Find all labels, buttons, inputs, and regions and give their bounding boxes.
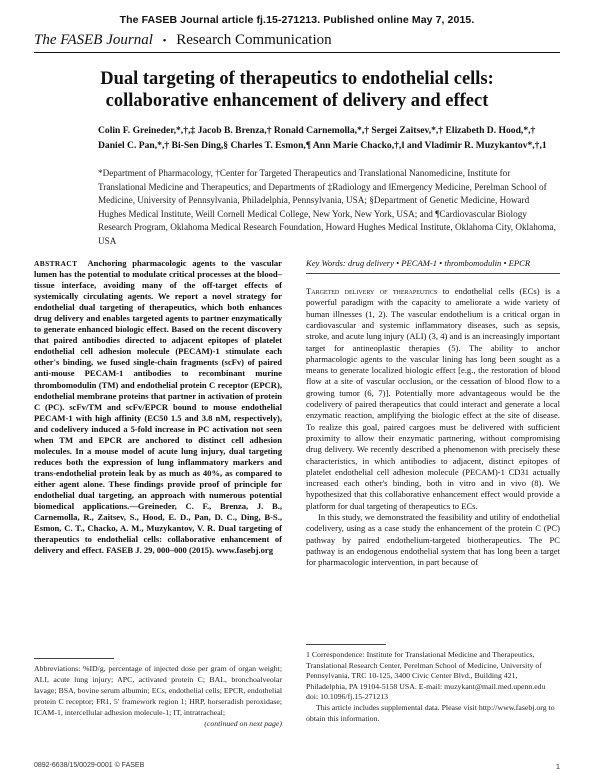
issn-footer: 0892-6638/15/0029-0001 © FASEB: [34, 762, 145, 769]
abstract-label: ABSTRACT: [34, 259, 78, 268]
body-paragraph-1: [306, 286, 560, 512]
journal-header: [34, 32, 332, 49]
keywords-text: drug delivery • PECAM-1 • thrombomodulin • EPCR: [347, 258, 531, 268]
abbreviations-footnote: [34, 664, 282, 729]
body-paragraph-1-text: to endothelial cells (ECs) is a powerful paradigm with the capacity to ameliorate a wide variety of human illnesses (1, 2). The vascular endothelium is a critical organ in cardiovascular and systemic inflammatory diseases, such as sepsis, stroke, and acute lung injury (ALI) (3, 4) and is an increasingly important target for antineoplastic therapies (5). The ability to anchor pharmacologic agents to the vascular lining has long been sought as a means to generate localized biologic effect [e.g., the restoration of blood flow at a site of vascular occlusion, or the cessation of blood flow to a growing tumor (6, 7)]. Potentially more advantageous would be the codelivery of paired therapeutics that could interact and generate a local enzymatic reaction, amplifying the biologic effect at the site of disease. To realize this goal, paired cargoes must be delivered with sufficient proximity to allow their enzymatic partnering, without compromising drug delivery. We recently described a phenomenon with precisely these characteristics, in which antibodies to adjacent, distinct epitopes of platelet endothelial cell adhesion molecule (PECAM)-1 CD31 actually increased each other's binding, both in vitro and in vivo (8). We hypothesized that this collaborative enhancement effect would provide a platform for dual targeting of therapeutics to ECs.: [306, 286, 560, 511]
body-column: [306, 258, 560, 569]
supplement-note[interactable]: This article includes supplemental data. Please visit http://www.fasebj.org to obtain this information.: [306, 702, 555, 723]
title-line-2: collaborative enhancement of delivery and effect: [105, 91, 489, 111]
correspondence-footnote: [306, 650, 560, 724]
header-separator: •: [162, 35, 167, 47]
journal-name: The FASEB Journal: [34, 32, 153, 48]
author-list: Colin F. Greineder,*,†,‡ Jacob B. Brenza,† Ronald Carnemolla,*,† Sergei Zaitsev,*,† Elizabeth D. Hood,*,† Daniel C. Pan,*,† Bi-Sen Ding,§ Charles T. Esmon,¶ Ann Marie Chacko,†,‖ and Vladimir R. Muzykantov*,†,1: [98, 125, 547, 151]
header-rule: [34, 52, 560, 53]
abstract: [34, 258, 282, 556]
keywords-label: Key Words:: [306, 258, 346, 268]
article-section: Research Communication: [176, 32, 332, 48]
keywords: [306, 258, 560, 269]
doi-text: doi: 10.1096/fj.15-271213: [306, 692, 389, 702]
article-title: [34, 68, 560, 112]
footnote-rule-right: [306, 644, 386, 645]
affiliations: *Department of Pharmacology, †Center for Targeted Therapeutics and Translational Nanomedicine, Institute for Translational Medicine and Therapeutics, and Departments of ‡Radiology and ‖Emergency Medicine, Perelman School of Medicine, University of Pennsylvania, Philadelphia, Pennsylvania, USA; §Department of Genetic Medicine, Howard Hughes Medical Institute, Weill Cornell Medical College, New York, New York, USA; and ¶Cardiovascular Biology Research Program, Oklahoma Medical Research Foundation, Howard Hughes Medical Institute, Oklahoma City, Oklahoma, USA: [98, 168, 556, 246]
keywords-rule: [306, 273, 560, 274]
abstract-text: Anchoring pharmacologic agents to the vascular lumen has the potential to modulate critical processes at the blood–tissue interface, avoiding many of the off-target effects of systemically circulating agents. We report a novel strategy for endothelial dual targeting of therapeutics, which both enhances drug delivery and enables targeted agents to partner enzymatically to generate enhanced biologic effect. Based on the recent discovery that paired antibodies directed to adjacent epitopes of platelet endothelial cell adhesion molecule (PECAM)-1 stimulate each other's binding, we fused single-chain fragments (scFv) of paired anti-mouse PECAM-1 antibodies to recombinant murine thrombomodulin (TM) and endothelial protein C receptor (EPCR), endothelial membrane proteins that partner in activation of protein C (PC). scFv/TM and scFv/EPCR bound to mouse endothelial PECAM-1 with high affinity (EC50 1.5 and 3.8 nM, respectively), and codelivery induced a 5-fold increase in PC activation not seen when TM and EPCR are anchored to distinct cell adhesion molecules. In a mouse model of acute lung injury, dual targeting reduces both the expression of lung inflammatory markers and trans-endothelial protein leak by as much as 40%, as compared to either agent alone. These findings provide proof of principle for endothelial dual targeting, an approach with numerous potential biomedical applications.—Greineder, C. F., Brenza, J. B., Carnemolla, R., Zaitsev, S., Hood, E. D., Pan, D. C., Ding, B-S., Esmon, C. T., Chacko, A. M., Muzykantov, V. R. Dual targeting of therapeutics to endothelial cells: collaborative enhancement of delivery and effect. FASEB J. 29, 000–000 (2015). www.fasebj.org: [34, 258, 282, 556]
title-line-1: Dual targeting of therapeutics to endothelial cells:: [100, 69, 494, 89]
footnote-rule-left: [34, 658, 114, 659]
continued-note: (continued on next page): [204, 718, 282, 728]
page-number: 1: [555, 762, 560, 771]
abbreviations-text: Abbreviations: %ID/g, percentage of injected dose per gram of organ weight; ALI, acute lung injury; APC, activated protein C; BAL, bronchoalveolar lavage; BSA, bovine serum albumin; ECs, endothelial cells; EPCR, endothelial protein C receptor; FR1, 5′ framework region 1; HRP, horseradish peroxidase; ICAM-1, intercellular adhesion molecule-1; IT, intratracheal;: [34, 664, 282, 717]
correspondence-text: 1 Correspondence: Institute for Translational Medicine and Therapeutics, Translational Research Center, Perelman School of Medicine, University of Pennsylvania, TRC 10-125, 3400 Civic Center Blvd., Building 421, Philadelphia, PA 19104-5158 USA. E-mail: muzykant@mail.med.upenn.edu: [306, 650, 546, 691]
body-paragraph-2: In this study, we demonstrated the feasibility and utility of endothelial codelivery, using as a case study the enhancement of the protein C (PC) pathway by paired endothelium-targeted biotherapeutics. The PC pathway is an endogenous endothelial system that has long been a target for pharmacologic intervention, in part because of: [306, 512, 560, 568]
publication-note: The FASEB Journal article fj.15-271213. Published online May 7, 2015.: [119, 14, 475, 26]
body-lead-in: Targeted delivery of therapeutics: [306, 286, 438, 297]
